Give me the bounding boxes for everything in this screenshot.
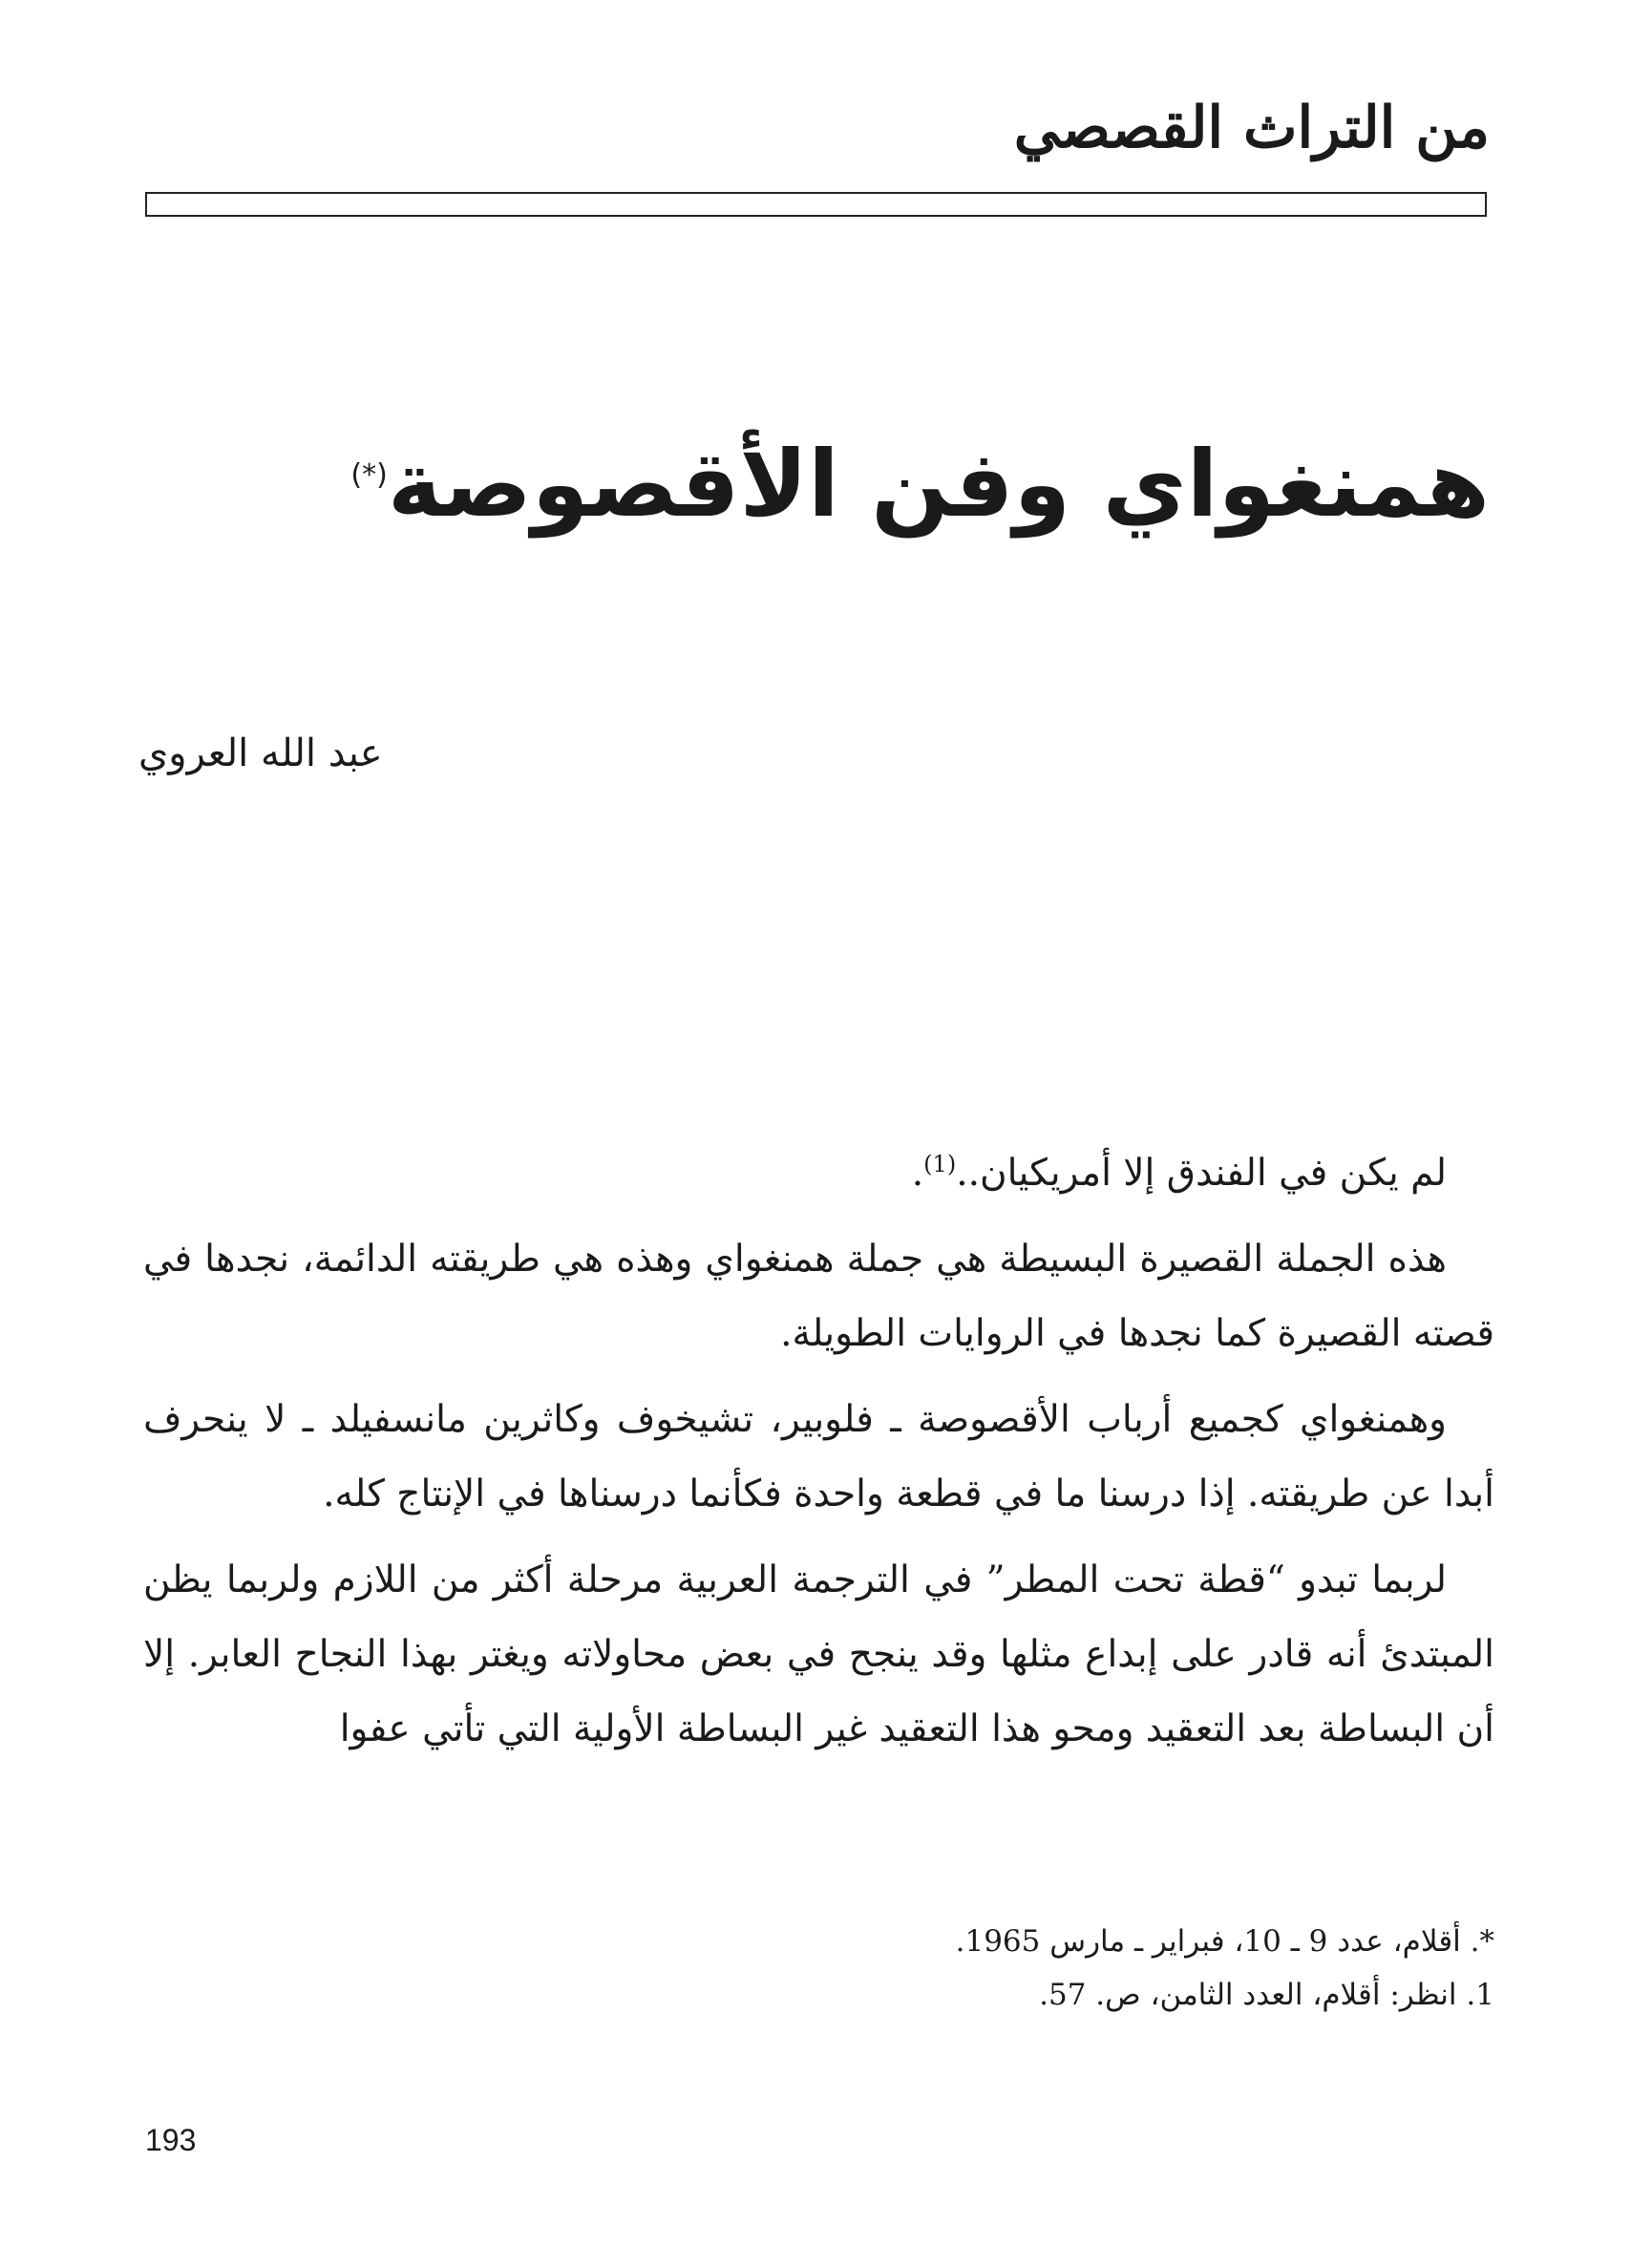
body-paragraph-2: هذه الجملة القصيرة البسيطة هي جملة همنغواي وهذه هي طريقته الدائمة، نجدها في قصته القصيرة كما نجدها في الروايات الطويلة. bbox=[143, 1238, 1494, 1355]
article-title bbox=[350, 430, 1490, 540]
body-paragraph-4: لربما تبدو “قطة تحت المطر” في الترجمة العربية مرحلة أكثر من اللازم ولربما يظن المبتدئ أنه قادر على إبداع مثلها وقد ينجح في بعض محاولاته ويغتر بهذا النجاح العابر. إلا أن البساطة بعد التعقيد ومحو هذا التعقيد غير البساطة الأولية التي تأتي عفوا bbox=[143, 1558, 1494, 1750]
footnote-ref-1: (1) bbox=[923, 1151, 957, 1177]
section-header: من التراث القصصي bbox=[1013, 95, 1490, 161]
author-name: عبد الله العروي bbox=[138, 731, 383, 775]
paragraph-1-end: . bbox=[911, 1152, 924, 1195]
title-footnote-mark: (*) bbox=[350, 458, 388, 492]
article-body bbox=[143, 1127, 1494, 1778]
page-number: 193 bbox=[145, 2123, 197, 2157]
footnote-star: *. أقلام، عدد 9 ـ 10، فبراير ـ مارس 1965. bbox=[955, 1924, 1494, 1959]
body-paragraph-1 bbox=[143, 1127, 1494, 1211]
article-title-text: همنغواي وفن الأقصوصة bbox=[387, 431, 1490, 538]
footnotes bbox=[956, 1915, 1494, 2022]
footnote-1: 1. انظر: أقلام، العدد الثامن، ص. 57. bbox=[1039, 1978, 1494, 2012]
paragraph-1-text: لم يكن في الفندق إلا أمريكيان.. bbox=[956, 1152, 1447, 1195]
body-paragraph-3: وهمنغواي كجميع أرباب الأقصوصة ـ فلوبير، تشيخوف وكاثرين مانسفيلد ـ لا ينحرف أبدا عن طريقته. إذا درسنا ما في قطعة واحدة فكأنما درسناها في الإنتاج كله. bbox=[143, 1398, 1494, 1516]
header-rule-box bbox=[145, 192, 1487, 217]
